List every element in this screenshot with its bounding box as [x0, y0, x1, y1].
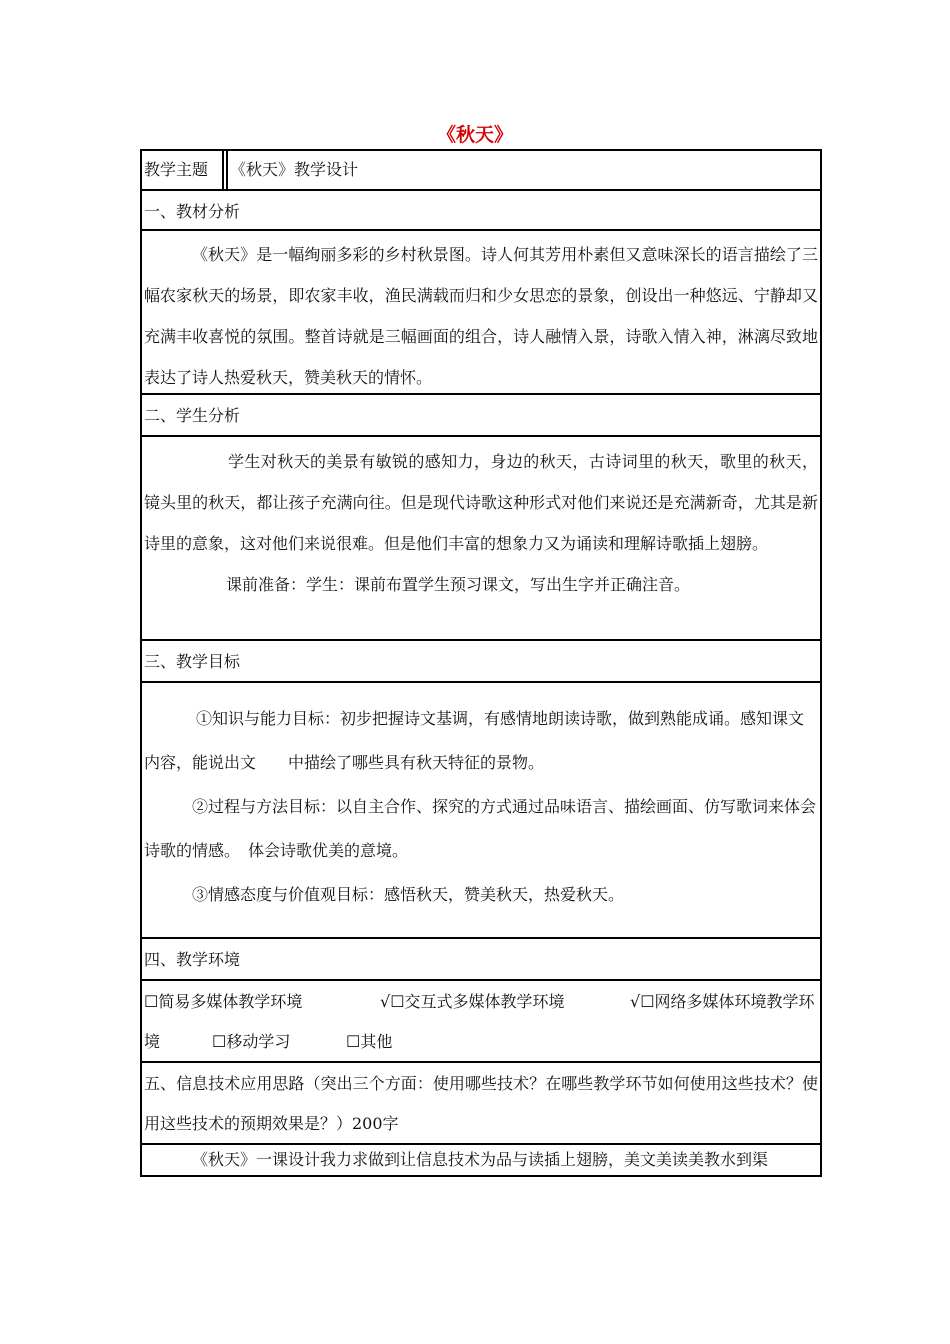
- tech-body-row: [142, 1145, 820, 1175]
- student-body: 学生对秋天的美景有敏锐的感知力，身边的秋天，古诗词里的秋天，歌里的秋天，镜头里的秋天，都让孩子充满向往。但是现代诗歌这种形式对他们来说还是充满新奇，尤其是新诗里的意象，这对他们来说很难。但是他们丰富的想象力又为诵读和理解诗歌插上翅膀。: [144, 452, 818, 553]
- tech-heading: 五、信息技术应用思路（突出三个方面：使用哪些技术？在哪些教学环节如何使用这些技术？使用这些技术的预期效果是？）200字: [144, 1074, 818, 1133]
- student-prep: 课前准备：学生：课前布置学生预习课文，写出生字并正确注音。: [226, 575, 691, 594]
- material-heading: 一、教材分析: [142, 191, 820, 231]
- environment-line-1: [142, 982, 820, 1022]
- tech-heading-row: [142, 1063, 820, 1145]
- material-body-row: [142, 231, 820, 395]
- environment-line-2: [142, 1022, 820, 1062]
- topic-row: [142, 151, 820, 191]
- env-option-mobile: ☐移动学习: [212, 1032, 291, 1051]
- env-option-interactive: √☐交互式多媒体教学环境: [380, 992, 565, 1011]
- env-option-other: ☐其他: [346, 1032, 393, 1051]
- env-option-network-cont: 境: [144, 1032, 161, 1051]
- goal-process: ②过程与方法目标：以自主合作、探究的方式通过品味语言、描绘画面、仿写歌词来体会诗歌的情感。 体会诗歌优美的意境。: [144, 797, 817, 860]
- tech-body: 《秋天》一课设计我力求做到让信息技术为品与读插上翅膀，美文美读美教水到渠: [192, 1150, 769, 1169]
- goals-body-row: [142, 683, 820, 939]
- environment-heading: 四、教学环境: [142, 939, 820, 981]
- environment-body-row: [142, 981, 820, 1063]
- student-heading: 二、学生分析: [142, 395, 820, 437]
- env-option-network: √☐网络多媒体环境教学环: [630, 992, 815, 1011]
- env-option-simple: ☐简易多媒体教学环境: [144, 992, 303, 1011]
- topic-value: 《秋天》教学设计: [230, 160, 359, 179]
- goal-emotion: ③情感态度与价值观目标：感悟秋天，赞美秋天，热爱秋天。: [192, 885, 625, 904]
- student-body-row: [142, 437, 820, 641]
- goal-knowledge: ①知识与能力目标：初步把握诗文基调，有感情地朗读诗歌，做到熟能成诵。感知课文内容，能说出文 中描绘了哪些具有秋天特征的景物。: [144, 709, 805, 772]
- page-title: 《秋天》: [436, 124, 513, 146]
- material-body: 《秋天》是一幅绚丽多彩的乡村秋景图。诗人何其芳用朴素但又意味深长的语言描绘了三幅农家秋天的场景，即农家丰收，渔民满载而归和少女思恋的景象，创设出一种悠远、宁静却又充满丰收喜悦的氛围。整首诗就是三幅画面的组合，诗人融情入景，诗歌入情入神，淋漓尽致地表达了诗人热爱秋天，赞美秋天的情怀。: [144, 245, 818, 387]
- lesson-plan-table: [140, 149, 822, 1177]
- topic-label: 教学主题: [142, 151, 224, 189]
- goals-heading: 三、教学目标: [142, 641, 820, 683]
